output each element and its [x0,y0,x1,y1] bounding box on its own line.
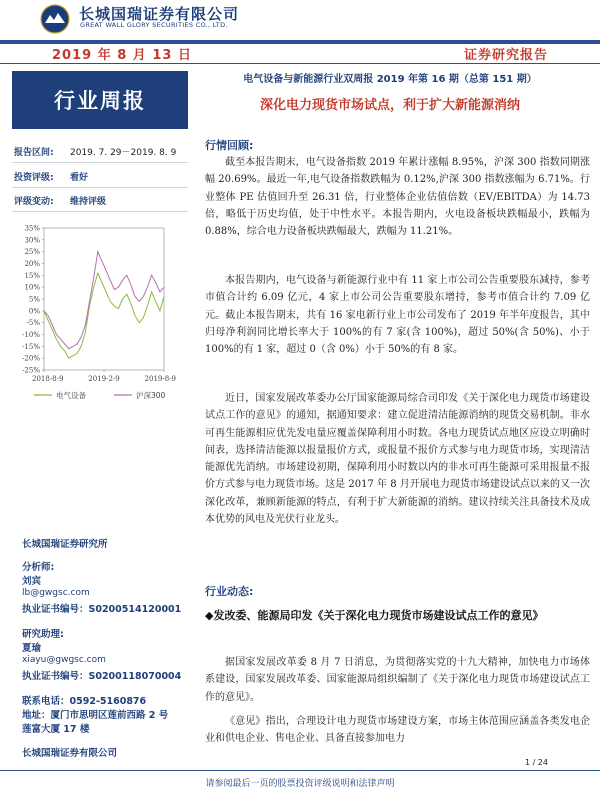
analyst-cert: 执业证书编号：S0200514120001 [22,604,182,615]
header-divider [0,63,600,64]
report-title: 行业周报 [54,89,146,113]
legend-label: 电气设备 [56,391,86,400]
assistant-cert: 执业证书编号：S0200118070004 [22,671,182,682]
y-tick-label: 35% [24,224,40,233]
page-number: 1 / 24 [524,758,548,767]
series-line-1 [44,273,164,358]
analyst-email[interactable]: lb@gwgsc.com [22,588,90,598]
meta-row-period [14,145,176,158]
x-tick-label: 2018-8-9 [32,375,64,383]
y-tick-label: 5% [28,295,40,304]
sidebar-company: 长城国瑞证券有限公司 [22,748,118,759]
footer-rule [0,770,600,771]
meta-value: 维持评级 [70,197,107,207]
meta-divider [12,162,188,163]
y-tick-label: -5% [26,319,40,328]
y-tick-label: -15% [22,342,40,351]
section-heading-news: 行业动态: [205,585,254,598]
assistant-email[interactable]: xiayu@gwgsc.com [22,655,106,665]
y-tick-label: 25% [24,248,40,257]
report-type: 证券研究报告 [463,48,548,63]
news-title: ◆发改委、能源局印发《关于深化电力现货市场建设试点工作的意见》 [205,609,544,622]
x-tick-label: 2019-8-9 [144,375,176,383]
paragraph-news-2: 《意见》指出，合理设计电力现货市场建设方案，市场主体范围应涵盖各类发电企业和供电企业、售电企业、具备直接参加电力 [205,716,590,745]
series-line-2 [44,252,164,349]
meta-divider [12,187,188,188]
meta-row-change [14,194,106,207]
meta-value: 看好 [70,173,89,183]
y-tick-label: -20% [22,354,40,363]
report-headline: 深化电力现货市场试点，利于扩大新能源消纳 [259,98,520,113]
legend-label: 沪深300 [136,391,166,400]
company-name-en: GREAT WALL GLORY SECURITIES CO., LTD. [80,21,228,29]
paragraph-market-review: 截至本报告期末，电气设备指数 2019 年累计涨幅 8.95%，沪深 300 指数同期涨幅 20.69%。最近一年,电气设备指数跌幅为 0.12%,沪深 300 指数涨幅为 6.71%。行业整体 PE 估值回升至 26.31 倍，行业整体企业估值倍数（EV/EBITDA）为 14.73 倍，略低于历史均值，处于中性水平。本报告期内，火电设备板块跌幅最小，跌幅为 0.88%，综合电力设备板块跌幅最大，跌幅为 11.21%。 [205,157,590,238]
x-tick-label: 2019-2-9 [88,375,120,383]
paragraph-news-1: 据国家发展改革委 8 月 7 日消息，为贯彻落实党的十九大精神，加快电力市场体系建设，国家发展改革委、国家能源局组织编制了《关于深化电力现货市场建设试点工作的意见》。 [205,657,590,703]
section-heading-market: 行情回顾: [205,139,254,152]
meta-label: 评级变动: [14,197,54,207]
meta-divider [12,211,188,212]
y-tick-label: 20% [24,260,40,268]
analyst-label: 分析师: [22,562,55,573]
company-logo-icon [40,4,70,34]
y-tick-label: -10% [22,331,40,339]
institute-name: 长城国瑞证券研究所 [22,539,108,550]
paragraph-shareholders: 本报告期内，电气设备与新能源行业中有 11 家上市公司公告重要股东减持，参考市值合计约 6.09 亿元，4 家上市公司公告重要股东增持，参考市值合计约 7.09 亿元。截止本报告期末，共有 16 家电新行业上市公司发布了 2019 年半年度报告，其中归母净利润同比增长率大于 100%的有 7 家(含 100%)，超过 50%(含 50%)、小于 100%的有 1 家，超过 0（含 0%）小于 50%的有 8 家。 [205,275,590,356]
paragraph-policy: 近日，国家发展改革委办公厅国家能源局综合司印发《关于深化电力现货市场建设试点工作的意见》的通知，据通知要求：建立促进清洁能源消纳的现货交易机制。非水可再生能源相应优先发电量应覆盖保障利用小时数。各电力现货试点地区应设立明确时间表，选择清洁能源以报量报价方式，或报量不报价方式参与电力现货市场，实现清洁能源优先消纳。市场建设初期，保障利用小时数以内的非水可再生能源可采用报量不报价方式参与电力现货市场。这是 2017 年 8 月开展电力现货市场建设试点以来的又一次深化改革，兼顾新能源的特点，有利于扩大新能源的消纳。建议持续关注具备技术及成本优势的风电及光伏行业龙头。 [205,393,590,526]
contact-phone: 联系电话：0592-5160876 [22,696,147,707]
footer-disclaimer: 请参阅最后一页的股票投资评级说明和法律声明 [205,779,395,789]
y-tick-label: 10% [24,283,40,292]
y-tick-label: -25% [22,366,40,375]
address-line-1: 地址：厦门市思明区莲前西路 2 号 [22,710,169,721]
company-name-cn: 长城国瑞证券有限公司 [79,5,240,23]
meta-label: 投资评级: [14,173,54,183]
analyst-name: 刘宾 [22,576,42,587]
assistant-name: 夏瑜 [22,643,42,654]
issue-line: 电气设备与新能源行业双周报 2019 年第 16 期（总第 151 期） [243,74,537,85]
meta-value: 2019. 7. 29－2019. 8. 9 [70,148,177,158]
assistant-label: 研究助理: [22,629,64,640]
address-line-2: 莲富大厦 17 楼 [22,724,90,735]
meta-label: 报告区间: [14,148,54,158]
y-tick-label: 15% [24,271,40,280]
meta-row-rating [14,170,88,183]
performance-chart [14,222,200,412]
report-date: 2019 年 8 月 13 日 [52,48,192,63]
y-tick-label: 30% [24,236,40,245]
y-tick-label: 0% [28,307,40,316]
report-title-box [12,71,188,129]
